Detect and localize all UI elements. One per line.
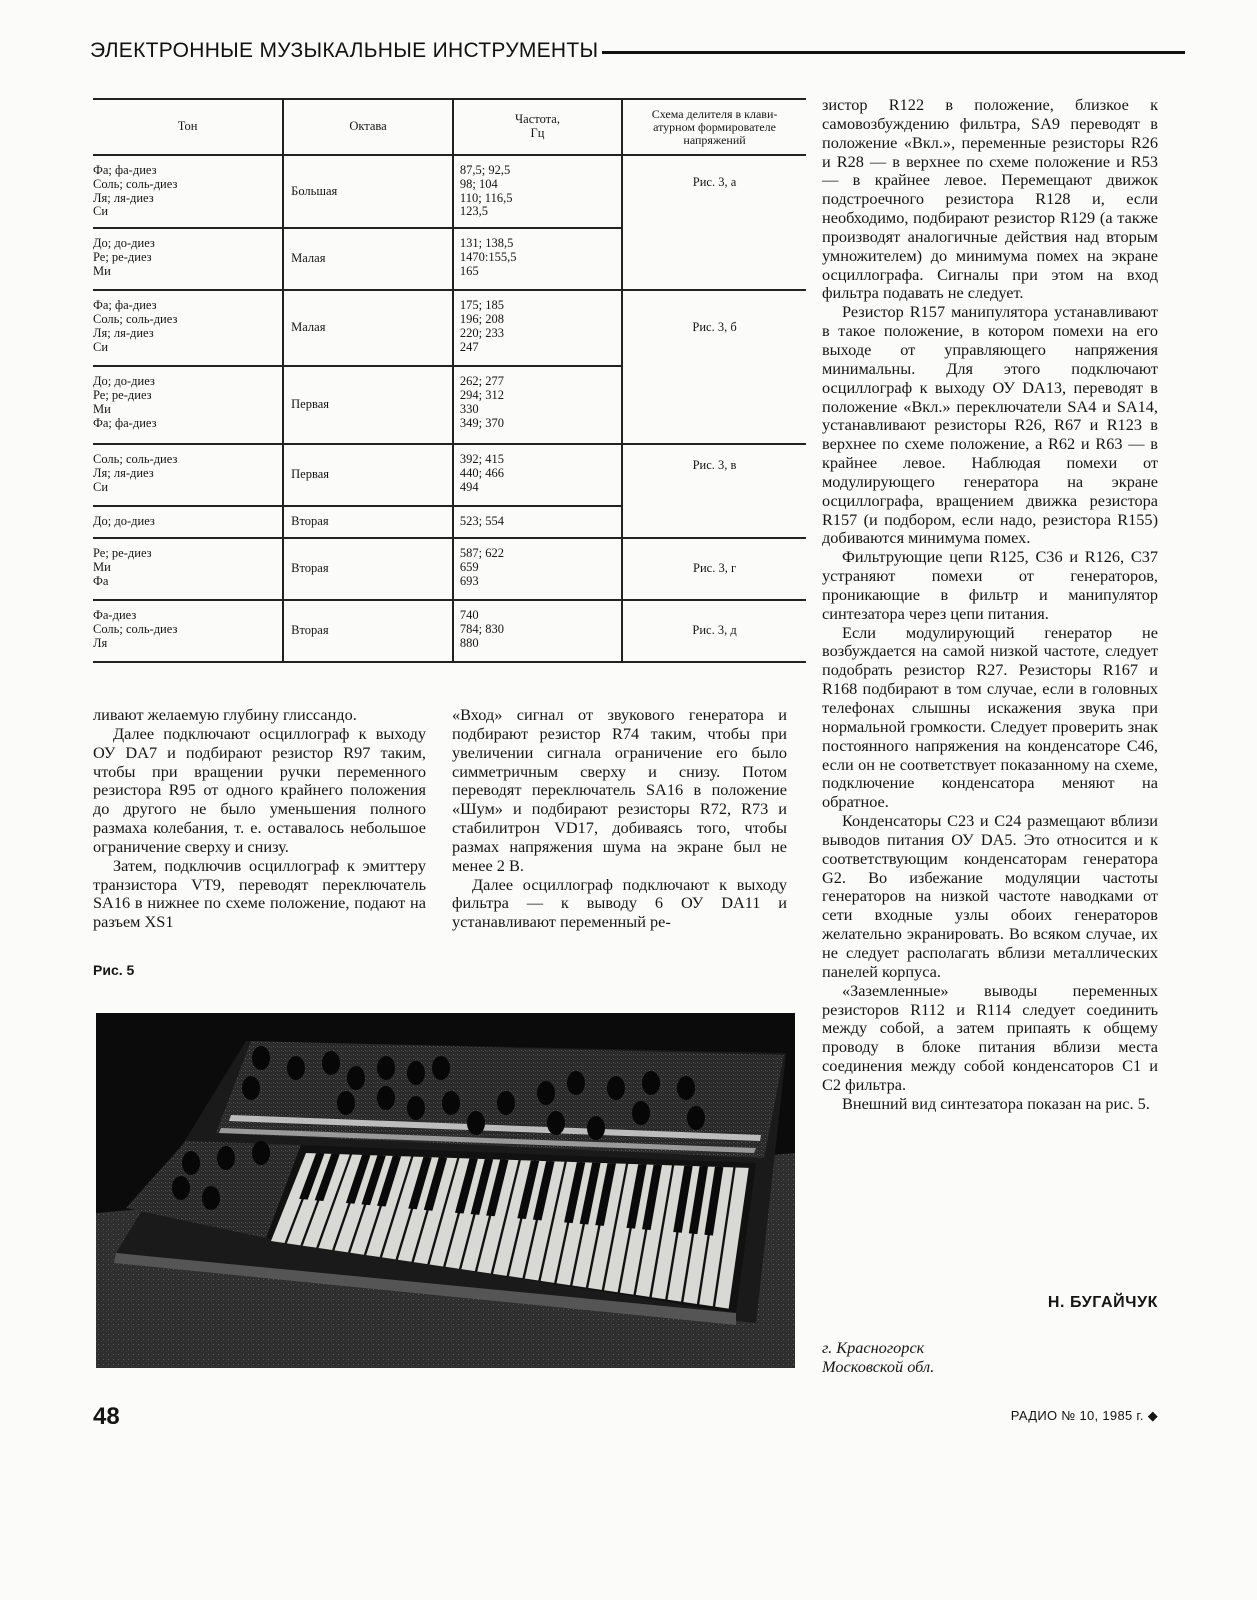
- tone-cell: До; до-диез: [93, 514, 155, 529]
- frequency-cell: 740 784; 830 880: [453, 600, 622, 662]
- tone-cell: Фа; фа-диез Соль; соль-диез Ля; ля-диез Си: [93, 298, 178, 354]
- table-row: [93, 290, 806, 366]
- section-title: ЭЛЕКТРОННЫЕ МУЗЫКАЛЬНЫЕ ИНСТРУМЕНТЫ: [90, 39, 599, 62]
- paragraph: «Вход» сигнал от звукового генератора и подбирают резистор R74 таким, чтобы при увеличении сигнала ограничение его было симметричным сверху и снизу. Потом переводят переключатель SA16 в положение «Шум» и подбирают резисторы R72, R73 и стабилитрон VD17, добиваясь того, чтобы размах напряжения шума на экране был не менее 2 В.: [452, 705, 787, 875]
- table-row: [93, 444, 806, 506]
- tone-cell: Фа-диез Соль; соль-диез Ля: [93, 607, 178, 650]
- divider-scheme-cell: Рис. 3, г: [622, 538, 806, 600]
- text-column-left: [93, 706, 426, 932]
- text-column-right: [822, 96, 1158, 1114]
- frequency-table: [93, 98, 806, 663]
- frequency-cell: 262; 277 294; 312 330 349; 370: [453, 366, 622, 444]
- paragraph: ливают желаемую глубину глиссандо.: [93, 705, 357, 724]
- author-name: Н. БУГАЙЧУК: [1047, 1294, 1158, 1311]
- frequency-cell: 587; 622 659 693: [453, 538, 622, 600]
- synthesizer-icon: [96, 1013, 795, 1368]
- page-number: 48: [93, 1403, 120, 1430]
- paragraph: Далее подключают осциллограф к выходу ОУ DA7 и подбирают резистор R97 таким, чтобы при вращении ручки переменного резистора R95 от одного крайнего положения до другого не было уменьшения полного размаха колебания, т. е. оставалось небольшое ограничение сверху и снизу.: [93, 723, 426, 856]
- tone-cell: Ре; ре-диез Ми Фа: [93, 545, 152, 588]
- octave-cell: Вторая: [283, 600, 453, 662]
- paragraph: Конденсаторы C23 и C24 размещают вблизи выводов питания ОУ DA5. Это относится и к соответствующим конденсаторам генератора G2. Во избежание модуляции частоты генераторов на низкой частоте наводками от сети входные узлы обоих генераторов желательно экранировать. Во всяком случае, их не следует располагать вблизи металлических панелей корпуса.: [822, 811, 1158, 981]
- paragraph: Если модулирующий генератор не возбуждается на самой низкой частоте, следует подобрать резистор R27. Резисторы R167 и R168 подбирают в том случае, если в головных телефонах слышны искажения звука при нормальной громкости. Следует проверить знак постоянного напряжения на конденсаторе C46, если он не соответствует показанному на схеме, подключение конденсатора меняют на обратное.: [822, 622, 1158, 812]
- journal-issue: РАДИО № 10, 1985 г. ◆: [1010, 1408, 1158, 1423]
- paragraph: Внешний вид синтезатора показан на рис. 5.: [842, 1093, 1150, 1113]
- col-header-octave: Октава: [283, 99, 453, 155]
- table-row: [93, 155, 806, 228]
- paragraph: «Заземленные» выводы переменных резисторов R112 и R114 следует соединить между собой, а затем припаять к общему проводу в блоке питания вблизи места соединения между собой конденсаторов C1 и C2 фильтра.: [822, 980, 1158, 1094]
- text-column-middle: [452, 706, 787, 932]
- tone-cell: До; до-диез Ре; ре-диез Ми: [93, 236, 155, 278]
- tone-cell: Фа; фа-диез Соль; соль-диез Ля; ля-диез Си: [93, 163, 178, 219]
- divider-scheme-cell: Рис. 3, б: [622, 290, 806, 444]
- paragraph: Затем, подключив осциллограф к эмиттеру транзистора VT9, переводят переключатель SA16 в нижнее по схеме положение, подают на разъем XS1: [93, 855, 426, 932]
- octave-cell: Малая: [283, 228, 453, 290]
- octave-cell: Первая: [283, 444, 453, 506]
- paragraph: Далее осциллограф подключают к выходу фильтра — к выводу 6 ОУ DA11 и устанавливают переменный ре-: [452, 874, 787, 932]
- frequency-cell: 87,5; 92,5 98; 104 110; 116,5 123,5: [453, 155, 622, 228]
- frequency-cell: 523; 554: [453, 506, 622, 538]
- section-header: [90, 36, 1185, 66]
- table-row: [93, 600, 806, 662]
- octave-cell: Малая: [283, 290, 453, 366]
- paragraph: Фильтрующие цепи R125, C36 и R126, C37 устраняют помехи от генераторов, проникающие в фильтр и манипулятор синтезатора через цепи питания.: [822, 547, 1158, 623]
- header-rule: [602, 51, 1185, 54]
- divider-scheme-cell: Рис. 3, а: [622, 155, 806, 290]
- octave-cell: Вторая: [283, 538, 453, 600]
- divider-scheme-cell: Рис. 3, в: [622, 444, 806, 538]
- col-header-tone: Тон: [177, 119, 198, 134]
- frequency-cell: 392; 415 440; 466 494: [453, 444, 622, 506]
- col-header-divider-scheme: Схема делителя в клави- атурном формирователе напряжений: [622, 99, 806, 155]
- frequency-cell: 175; 185 196; 208 220; 233 247: [453, 290, 622, 366]
- tone-cell: Соль; соль-диез Ля; ля-диез Си: [93, 452, 178, 494]
- divider-scheme-cell: Рис. 3, д: [622, 600, 806, 662]
- octave-cell: Большая: [283, 155, 453, 228]
- paragraph: зистор R122 в положение, близкое к самовозбуждению фильтра, SA9 переводят в положение «Вкл.», переменные резисторы R26 и R28 — в верхнее по схеме положение и R53 — в крайнее левое. Перемещают движок подстроечного резистора R128 и, если необходимо, подбирают резистор R129 (а также производят аналогичные действия над вторым умножителем) до минимума помех на экране осциллографа. Сигналы при этом на вход фильтра подавать не следует.: [822, 95, 1158, 303]
- octave-cell: Первая: [283, 366, 453, 444]
- author-location: г. Красногорск Московской обл.: [822, 1338, 935, 1376]
- frequency-cell: 131; 138,5 1470:155,5 165: [453, 228, 622, 290]
- table-header-row: [93, 99, 806, 155]
- synthesizer-photo: [96, 1013, 795, 1368]
- col-header-frequency: Частота, Гц: [453, 99, 622, 155]
- figure-label: Рис. 5: [93, 962, 135, 978]
- table-row: [93, 538, 806, 600]
- paragraph: Резистор R157 манипулятора устанавливают в такое положение, в котором помехи на его выходе от управляющего напряжения минимальны. Для этого подключают осциллограф к выходу ОУ DA13, переводят в положение «Вкл.» переключатели SA4 и SA14, устанавливают резисторы R26, R67 и R123 в верхнее по схеме положение, а R62 и R63 — в крайнее левое. Наблюдая помехи от модулирующего генератора на экране осциллографа, вращением движка резистора R157 (и подбором, если надо, резистора R155) добиваются минимума помех.: [822, 302, 1158, 548]
- tone-cell: До; до-диез Ре; ре-диез Ми Фа; фа-диез: [93, 374, 157, 430]
- octave-cell: Вторая: [283, 506, 453, 538]
